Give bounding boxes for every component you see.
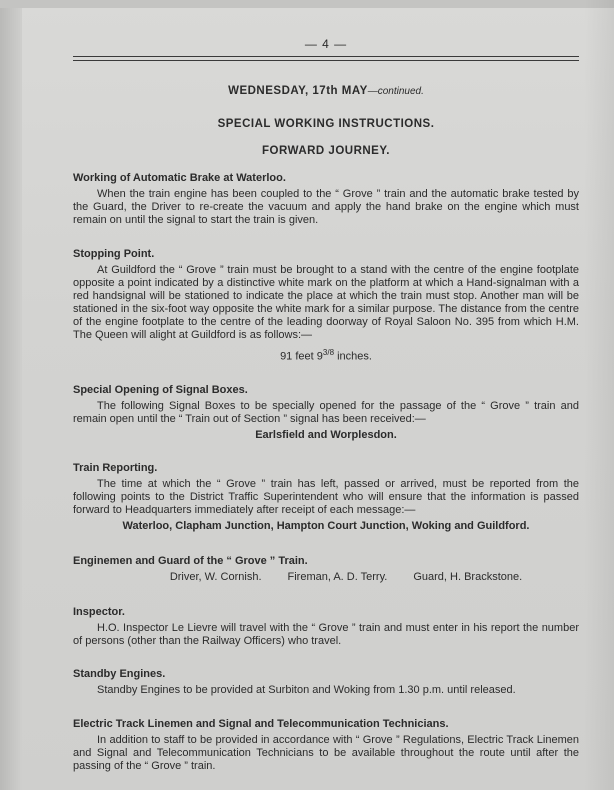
page-right-shading — [584, 0, 614, 790]
continued-label: —continued. — [367, 86, 424, 97]
day-line: WEDNESDAY, 17th MAY — [228, 85, 368, 97]
reporting-points: Waterloo, Clapham Junction, Hampton Court Junction, Woking and Guildford. — [122, 519, 530, 532]
section-text: The time at which the “ Grove ” train has left, passed or arrived, must be reported from the following points to the District Traffic Superintendent who will ensure that the information is passed forward to Headquarters immediately after receipt of each message:— — [73, 477, 579, 516]
section-heading: Special Opening of Signal Boxes. — [73, 383, 248, 396]
section-text: At Guildford the “ Grove ” train must be brought to a stand with the centre of the engine footplate opposite a point indicated by a distinctive white mark on the platform at which a Hand-signalman with a red handsignal will be stationed to indicate the place at which the train must stop. Another man will be stationed in the six-foot way opposite the white mark for a similar purpose. The distance from the centre of the engine footplate to the centre of the leading doorway of Royal Saloon No. 395 from which H.M. The Queen will alight at Guildford is as follows:— — [73, 264, 579, 341]
page-content — [73, 38, 579, 773]
distance-fraction: 3/8 — [322, 348, 335, 357]
page-top-edge — [0, 0, 614, 8]
section-standby-engines — [73, 668, 579, 697]
section-enginemen — [73, 555, 579, 584]
section-text: H.O. Inspector Le Lievre will travel with the “ Grove ” train and must enter in his report the number of persons (other than the Railway Officers) who travel. — [73, 621, 579, 647]
section-text: The following Signal Boxes to be specially opened for the passage of the “ Grove ” train and remain open until the “ Train out of Section ” signal has been received:— — [73, 399, 579, 425]
section-linemen — [73, 718, 579, 773]
page-left-shadow — [0, 0, 22, 790]
section-brake — [73, 172, 579, 227]
section-heading: Inspector. — [73, 605, 125, 618]
special-instructions-title: SPECIAL WORKING INSTRUCTIONS. — [217, 118, 435, 130]
section-heading: Standby Engines. — [73, 667, 166, 680]
section-signal-boxes — [73, 384, 579, 442]
section-heading: Working of Automatic Brake at Waterloo. — [73, 172, 286, 184]
section-heading: Enginemen and Guard of the “ Grove ” Train. — [73, 554, 308, 567]
fireman-name: Fireman, A. D. Terry. — [287, 570, 388, 583]
section-heading: Train Reporting. — [73, 461, 158, 474]
section-train-reporting — [73, 462, 579, 533]
crew-list — [73, 571, 579, 584]
signal-box-names: Earlsfield and Worplesdon. — [255, 428, 397, 441]
section-text: Standby Engines to be provided at Surbiton and Woking from 1.30 p.m. until released. — [97, 683, 516, 696]
page-number: — 4 — — [304, 37, 348, 51]
section-heading: Electric Track Linemen and Signal and Telecommunication Technicians. — [73, 717, 449, 730]
day-title — [73, 85, 579, 98]
header-rule-top — [73, 56, 579, 57]
section-inspector — [73, 606, 579, 648]
guard-name: Guard, H. Brackstone. — [413, 570, 523, 583]
header-rule-bottom — [73, 60, 579, 61]
section-text: When the train engine has been coupled to the “ Grove ” train and the automatic brake tested by the Guard, the Driver to re-create the vacuum and apply the hand brake on the engine which must remain on until the signal to start the train is given. — [73, 188, 579, 226]
driver-name: Driver, W. Cornish. — [169, 570, 262, 583]
section-heading: Stopping Point. — [73, 248, 155, 260]
section-text: In addition to staff to be provided in accordance with “ Grove ” Regulations, Electric Track Linemen and Signal and Telecommunication Technicians to be available throughout the route until after the passing of the “ Grove ” train. — [73, 733, 579, 772]
distance-line: 91 feet $9^{3/8}$ inches. — [280, 348, 372, 363]
section-stopping-point — [73, 248, 579, 364]
forward-journey-title: FORWARD JOURNEY. — [262, 145, 390, 157]
